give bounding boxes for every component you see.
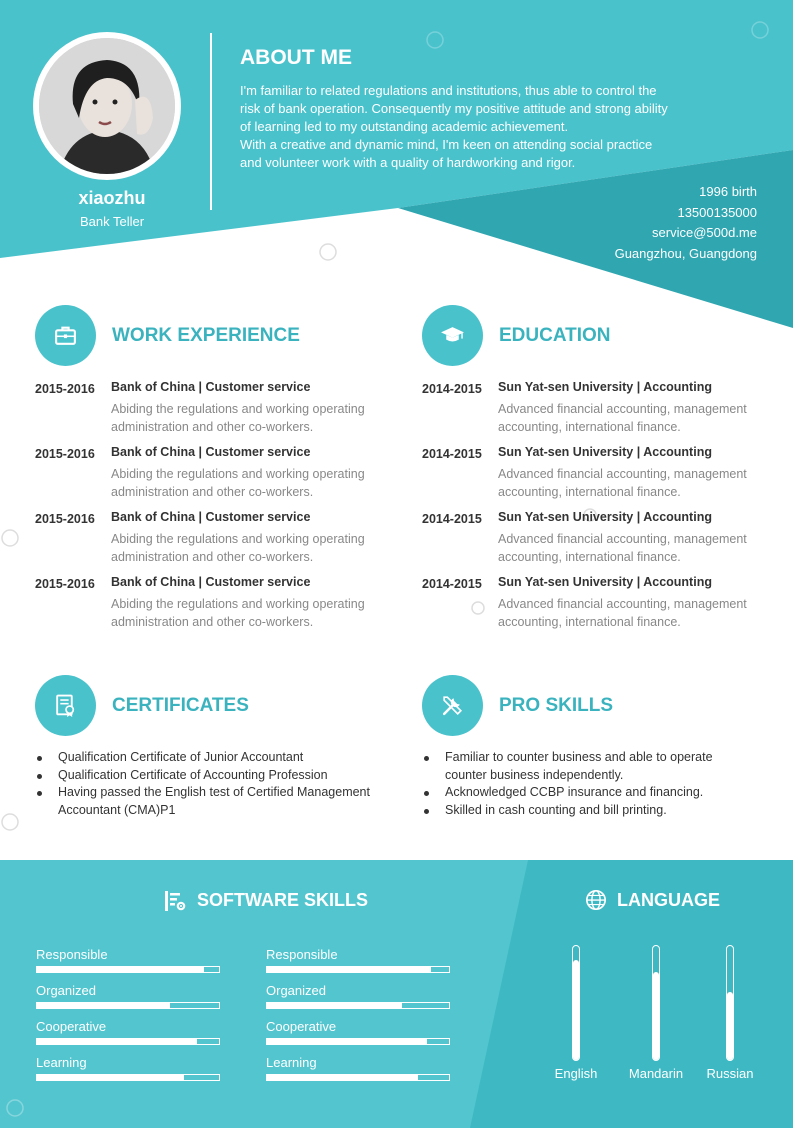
tools-icon bbox=[422, 675, 483, 736]
about-text bbox=[240, 82, 700, 172]
software-title: SOFTWARE SKILLS bbox=[197, 890, 368, 910]
skill-bar bbox=[266, 947, 450, 962]
education-year: 2014-2015 bbox=[422, 577, 482, 591]
work-head: Bank of China | Customer service bbox=[111, 575, 311, 589]
work-year: 2015-2016 bbox=[35, 382, 95, 396]
education-desc: Advanced financial accounting, management accounting, international finance. bbox=[498, 467, 747, 499]
skill-fill bbox=[267, 1003, 402, 1008]
about-line: I'm familiar to related regulations and institutions, thus able to control the bbox=[240, 83, 657, 98]
skill-bar bbox=[266, 1055, 450, 1070]
skill-bar bbox=[266, 983, 450, 998]
skill-bar bbox=[36, 947, 220, 962]
skill-bar bbox=[266, 1019, 450, 1034]
work-desc: Abiding the regulations and working operating administration and other co-workers. bbox=[111, 597, 365, 629]
language-fill bbox=[573, 960, 579, 1060]
education-head: Sun Yat-sen University | Accounting bbox=[498, 575, 712, 589]
work-head: Bank of China | Customer service bbox=[111, 380, 311, 394]
work-desc: Abiding the regulations and working operating administration and other co-workers. bbox=[111, 402, 365, 434]
skill-label: Organized bbox=[266, 983, 326, 998]
about-line: risk of bank operation. Consequently my positive attitude and strong ability bbox=[240, 101, 668, 116]
skill-fill bbox=[267, 1075, 418, 1080]
proskills-title: PRO SKILLS bbox=[499, 695, 614, 716]
skill-bar bbox=[36, 1055, 220, 1070]
skill-fill bbox=[37, 1039, 197, 1044]
language-label: Russian bbox=[706, 1066, 754, 1081]
education-desc: Advanced financial accounting, management accounting, international finance. bbox=[498, 532, 747, 564]
contact-email: service@500d.me bbox=[652, 225, 757, 240]
list-item: Qualification Certificate of Junior Accountant bbox=[34, 749, 394, 767]
language-fill bbox=[727, 992, 733, 1060]
profile-photo bbox=[39, 38, 175, 174]
skill-fill bbox=[37, 1003, 170, 1008]
skill-label: Cooperative bbox=[266, 1019, 337, 1034]
skill-label: Cooperative bbox=[36, 1019, 107, 1034]
contact-info bbox=[615, 182, 757, 264]
education-year: 2014-2015 bbox=[422, 382, 482, 396]
language-label: Mandarin bbox=[628, 1066, 684, 1081]
education-head: Sun Yat-sen University | Accounting bbox=[498, 445, 712, 459]
education-desc: Advanced financial accounting, management accounting, international finance. bbox=[498, 597, 747, 629]
work-title: WORK EXPERIENCE bbox=[112, 325, 300, 346]
education-year: 2014-2015 bbox=[422, 447, 482, 461]
about-title: ABOUT ME bbox=[240, 46, 352, 69]
education-head: Sun Yat-sen University | Accounting bbox=[498, 380, 712, 394]
skill-label: Responsible bbox=[36, 947, 108, 962]
skill-label: Responsible bbox=[266, 947, 338, 962]
skill-fill bbox=[267, 967, 431, 972]
work-desc: Abiding the regulations and working operating administration and other co-workers. bbox=[111, 532, 365, 564]
skill-bar bbox=[36, 983, 220, 998]
language-title: LANGUAGE bbox=[617, 890, 720, 910]
skill-label: Organized bbox=[36, 983, 96, 998]
graduation-cap-icon bbox=[422, 305, 483, 366]
language-fill bbox=[653, 972, 659, 1060]
proskills-list bbox=[421, 749, 751, 819]
about-line: and volunteer work with a quality of hardworking and rigor. bbox=[240, 155, 576, 170]
list-item: Qualification Certificate of Accounting Profession bbox=[34, 767, 394, 785]
globe-icon bbox=[585, 889, 607, 916]
work-year: 2015-2016 bbox=[35, 447, 95, 461]
list-item: Skilled in cash counting and bill printing. bbox=[421, 802, 751, 820]
about-line: With a creative and dynamic mind, I'm keen on attending social practice bbox=[240, 137, 653, 152]
certificates-title: CERTIFICATES bbox=[112, 695, 249, 716]
contact-phone: 13500135000 bbox=[677, 204, 757, 220]
work-year: 2015-2016 bbox=[35, 577, 95, 591]
skill-fill bbox=[267, 1039, 427, 1044]
certificate-icon bbox=[35, 675, 96, 736]
profile-role: Bank Teller bbox=[79, 214, 145, 229]
about-line: of learning led to my outstanding academic achievement. bbox=[240, 119, 569, 134]
certificates-list bbox=[34, 749, 394, 819]
work-head: Bank of China | Customer service bbox=[111, 445, 311, 459]
skill-label: Learning bbox=[266, 1055, 317, 1070]
contact-birth: 1996 birth bbox=[699, 184, 757, 199]
skill-bar bbox=[36, 1019, 220, 1034]
education-desc: Advanced financial accounting, management accounting, international finance. bbox=[498, 402, 747, 434]
education-head: Sun Yat-sen University | Accounting bbox=[498, 510, 712, 524]
education-title: EDUCATION bbox=[499, 325, 611, 346]
work-head: Bank of China | Customer service bbox=[111, 510, 311, 524]
work-year: 2015-2016 bbox=[35, 512, 95, 526]
list-item: Acknowledged CCBP insurance and financing. bbox=[421, 784, 751, 802]
skill-fill bbox=[37, 967, 204, 972]
education-year: 2014-2015 bbox=[422, 512, 482, 526]
work-desc: Abiding the regulations and working operating administration and other co-workers. bbox=[111, 467, 365, 499]
briefcase-icon bbox=[35, 305, 96, 366]
language-label: English bbox=[554, 1066, 598, 1081]
skill-fill bbox=[37, 1075, 184, 1080]
list-item: Having passed the English test of Certified Management Accountant (CMA)P1 bbox=[34, 784, 394, 819]
contact-location: Guangzhou, Guangdong bbox=[614, 245, 757, 261]
list-item: Familiar to counter business and able to operate counter business independently. bbox=[421, 749, 751, 784]
divider bbox=[210, 33, 212, 210]
settings-list-icon bbox=[163, 889, 187, 918]
skill-label: Learning bbox=[36, 1055, 87, 1070]
profile-name: xiaozhu bbox=[78, 188, 146, 208]
